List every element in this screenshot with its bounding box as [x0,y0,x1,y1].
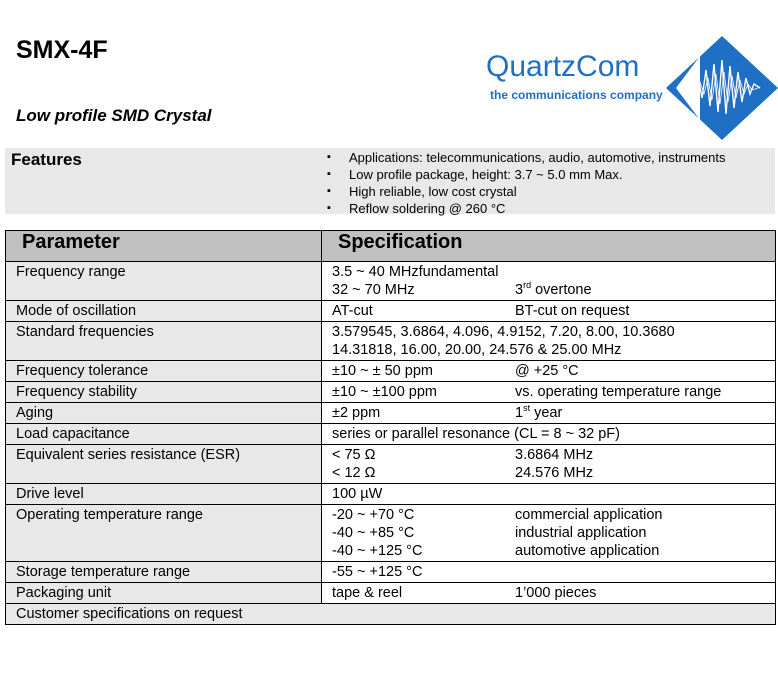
parameter-cell: Frequency tolerance [6,361,322,382]
spec-line [332,341,765,359]
features-list [325,149,725,217]
spec-note: commercial application [515,507,663,523]
specification-header: Specification [322,231,776,262]
features-label: Features [11,150,82,169]
spec-note: 3rd overtone [515,280,592,298]
table-row [6,262,776,301]
table-row [6,403,776,424]
quartzcom-diamond-waveform-icon [666,36,778,140]
parameter-header: Parameter [6,231,322,262]
spec-line [332,362,765,380]
parameter-cell: Equivalent series resistance (ESR) [6,445,322,484]
feature-item: ▪ Low profile package, height: 3.7 ~ 5.0 mm Max. [325,166,725,183]
table-row [6,424,776,445]
spec-value: -55 ~ +125 °C [332,564,423,580]
spec-value: 14.31818, 16.00, 20.00, 24.576 & 25.00 MHz [332,342,622,358]
table-row [6,445,776,484]
spec-line [332,584,765,602]
specification-cell [322,322,776,361]
spec-line [332,425,765,443]
parameter-cell: Standard frequencies [6,322,322,361]
parameter-cell: Operating temperature range [6,505,322,562]
spec-note: industrial application [515,525,647,541]
specification-cell [322,583,776,604]
spec-line [332,281,765,299]
feature-item: ▪ High reliable, low cost crystal [325,183,725,200]
spec-note: BT-cut on request [515,303,630,319]
table-header-row [6,231,776,262]
table-row [6,484,776,505]
spec-value: series or parallel resonance (CL = 8 ~ 32 pF) [332,426,620,442]
spec-value: -40 ~ +125 °C [332,543,423,559]
customer-specifications-note: Customer specifications on request [6,604,776,625]
parameter-cell: Mode of oscillation [6,301,322,322]
spec-line [332,263,765,281]
spec-value: ±10 ~ ±100 ppm [332,384,437,400]
parameter-cell: Storage temperature range [6,562,322,583]
spec-line [332,464,765,482]
specification-cell [322,382,776,403]
spec-value: 3.5 ~ 40 MHzfundamental [332,264,499,280]
spec-line [332,563,765,581]
spec-line [332,506,765,524]
parameter-cell: Frequency range [6,262,322,301]
spec-line [332,485,765,503]
spec-value: < 75 Ω [332,447,376,463]
table-row [6,583,776,604]
specification-cell [322,262,776,301]
spec-value: AT-cut [332,303,373,319]
superscript: rd [523,280,532,291]
spec-value: < 12 Ω [332,465,376,481]
superscript: st [523,403,531,414]
feature-item: ▪ Applications: telecommunications, audio, automotive, instruments [325,149,725,166]
parameter-cell: Packaging unit [6,583,322,604]
feature-item: ▪ Reflow soldering @ 260 °C [325,200,725,217]
spec-value: 100 µW [332,486,383,502]
specification-cell [322,361,776,382]
features-section [5,148,775,214]
spec-line [332,446,765,464]
table-footer-row [6,604,776,625]
parameter-cell: Aging [6,403,322,424]
spec-note: 24.576 MHz [515,465,594,481]
specification-cell [322,484,776,505]
spec-note: 1st year [515,403,563,421]
specification-cell [322,403,776,424]
parameter-cell: Load capacitance [6,424,322,445]
specification-cell [322,424,776,445]
table-row [6,505,776,562]
spec-value: ±2 ppm [332,405,381,421]
spec-value: -20 ~ +70 °C [332,507,415,523]
specification-cell [322,505,776,562]
specification-cell [322,562,776,583]
product-title: SMX-4F [16,36,108,64]
spec-note: vs. operating temperature range [515,384,722,400]
spec-value: 3.579545, 3.6864, 4.096, 4.9152, 7.20, 8.00, 10.3680 [332,324,675,340]
company-logo [486,36,778,140]
table-row [6,301,776,322]
specification-table [5,230,776,625]
table-row [6,562,776,583]
logo-tagline: the communications company [490,88,663,102]
spec-line [332,323,765,341]
spec-line [332,404,765,422]
spec-note: 3.6864 MHz [515,447,594,463]
spec-note: 1’000 pieces [515,585,597,601]
spec-line [332,542,765,560]
spec-value: ±10 ~ ± 50 ppm [332,363,433,379]
spec-value: tape & reel [332,585,403,601]
specification-cell [322,445,776,484]
table-row [6,361,776,382]
spec-line [332,383,765,401]
specification-cell [322,301,776,322]
parameter-cell: Frequency stability [6,382,322,403]
logo-name: QuartzCom [486,50,640,83]
table-row [6,382,776,403]
spec-line [332,302,765,320]
parameter-cell: Drive level [6,484,322,505]
spec-line [332,524,765,542]
table-body [6,262,776,625]
spec-note: automotive application [515,543,660,559]
product-subtitle: Low profile SMD Crystal [16,106,212,125]
spec-value: 32 ~ 70 MHz [332,282,415,298]
spec-note: @ +25 °C [515,363,579,379]
table-row [6,322,776,361]
spec-value: -40 ~ +85 °C [332,525,415,541]
